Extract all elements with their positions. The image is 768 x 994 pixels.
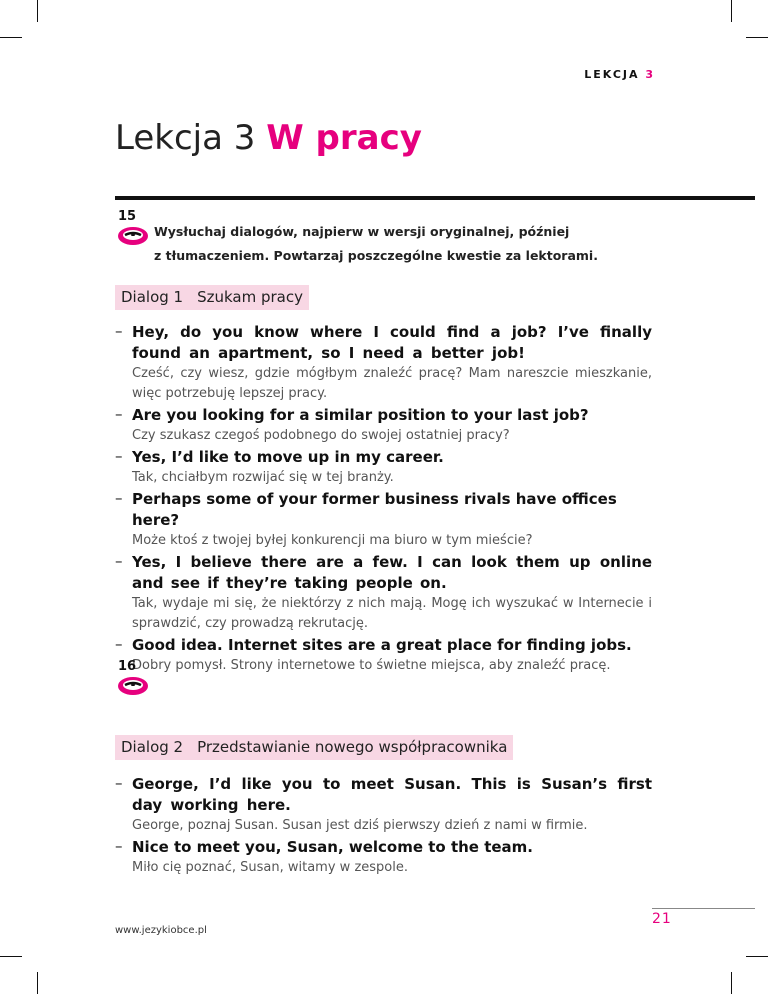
english-text: Yes, I’d like to move up in my career. xyxy=(132,448,444,466)
instruction-line-2: z tłumaczeniem. Powtarzaj poszczególne kwestie za lektorami. xyxy=(154,248,598,263)
polish-translation: Tak, wydaje mi się, że niektórzy z nich mają. Mogę ich wyszukać w Internecie i sprawdzić, czy prowadzą rekrutację. xyxy=(132,596,652,631)
english-text: Good idea. Internet sites are a great place for finding jobs. xyxy=(132,636,632,654)
page-number: 21 xyxy=(652,911,672,927)
page-title-prefix: Lekcja 3 xyxy=(115,118,256,158)
dialog-line: – Hey, do you know where I could find a job? I’ve finally found an apartment, so I need a better job! Cześć, czy wiesz, gdzie mógłbym znaleźć pracę? Mam nareszcie mieszkanie, więc potrzebuję lepszej pracy. xyxy=(115,322,652,404)
crop-mark xyxy=(0,37,22,38)
dialog-line: – Yes, I believe there are a few. I can look them up online and see if they’re taking people on. Tak, wydaje mi się, że niektórzy z nich mają. Mogę ich wyszukać w Internecie i sprawdzić, czy prowadzą rekrutację. xyxy=(115,552,652,634)
english-text: Yes, I believe there are a few. I can look them up online and see if they’re taking people on. xyxy=(132,553,652,592)
running-header-number: 3 xyxy=(645,68,655,81)
polish-translation: Może ktoś z twojej byłej konkurencji ma biuro w tym mieście? xyxy=(132,533,533,548)
dialog-line: – Perhaps some of your former business rivals have offices here? Może ktoś z twojej byłej konkurencji ma biuro w tym mieście? xyxy=(115,489,652,551)
polish-translation: Czy szukasz czegoś podobnego do swojej ostatniej pracy? xyxy=(132,428,510,443)
polish-translation: George, poznaj Susan. Susan jest dziś pierwszy dzień z nami w firmie. xyxy=(132,818,588,833)
english-text: Nice to meet you, Susan, welcome to the team. xyxy=(132,838,533,856)
polish-translation: Tak, chciałbym rozwijać się w tej branży. xyxy=(132,470,394,485)
footer-url[interactable]: www.jezykiobce.pl xyxy=(115,925,207,936)
running-header xyxy=(584,68,655,81)
polish-translation: Dobry pomysł. Strony internetowe to świetne miejsca, aby znaleźć pracę. xyxy=(132,658,611,673)
dialog-2-label xyxy=(115,735,513,760)
english-text: Are you looking for a similar position to your last job? xyxy=(132,406,589,424)
dialog-line: – Yes, I’d like to move up in my career. Tak, chciałbym rozwijać się w tej branży. xyxy=(115,447,652,488)
dialog-line: – Nice to meet you, Susan, welcome to the team. Miło cię poznać, Susan, witamy w zespole. xyxy=(115,837,652,878)
english-text: George, I’d like you to meet Susan. This is Susan’s first day working here. xyxy=(132,775,652,814)
instruction xyxy=(154,220,714,268)
running-header-word: LEKCJA xyxy=(584,68,640,81)
polish-translation: Cześć, czy wiesz, gdzie mógłbym znaleźć pracę? Mam nareszcie mieszkanie, więc potrzebuję lepszej pracy. xyxy=(132,366,652,401)
audio-track-15[interactable] xyxy=(115,209,151,248)
dialog-label-title: Przedstawianie nowego współpracownika xyxy=(197,738,508,756)
dialog-1 xyxy=(115,322,652,677)
crop-mark xyxy=(0,956,22,957)
dialog-label-title: Szukam pracy xyxy=(197,288,303,306)
english-text: Perhaps some of your former business rivals have offices here? xyxy=(132,490,617,529)
crop-mark xyxy=(746,956,768,957)
crop-mark xyxy=(37,972,38,994)
english-text: Hey, do you know where I could find a job? I’ve finally found an apartment, so I need a better job! xyxy=(132,323,652,362)
dialog-label-number: Dialog 2 xyxy=(121,738,184,756)
page-title-highlight: W pracy xyxy=(266,118,422,158)
track-number: 16 xyxy=(118,659,137,674)
title-rule xyxy=(115,196,755,200)
audio-track-16[interactable] xyxy=(115,659,151,698)
dialog-line: – Are you looking for a similar position to your last job? Czy szukasz czegoś podobnego do swojej ostatniej pracy? xyxy=(115,405,652,446)
polish-translation: Miło cię poznać, Susan, witamy w zespole. xyxy=(132,860,408,875)
track-number: 15 xyxy=(118,209,137,224)
dialog-2 xyxy=(115,774,652,879)
crop-mark xyxy=(731,972,732,994)
dialog-line: – Good idea. Internet sites are a great place for finding jobs. Dobry pomysł. Strony internetowe to świetne miejsca, aby znaleźć pracę. xyxy=(115,635,652,676)
page-title xyxy=(115,118,422,158)
crop-mark xyxy=(746,37,768,38)
dialog-label-number: Dialog 1 xyxy=(121,288,184,306)
page-number-rule xyxy=(652,908,755,909)
crop-mark xyxy=(731,0,732,22)
crop-mark xyxy=(37,0,38,22)
instruction-line-1: Wysłuchaj dialogów, najpierw w wersji oryginalnej, później xyxy=(154,224,570,239)
dialog-1-label xyxy=(115,285,309,310)
dialog-line: – George, I’d like you to meet Susan. This is Susan’s first day working here. George, poznaj Susan. Susan jest dziś pierwszy dzień z nami w firmie. xyxy=(115,774,652,836)
